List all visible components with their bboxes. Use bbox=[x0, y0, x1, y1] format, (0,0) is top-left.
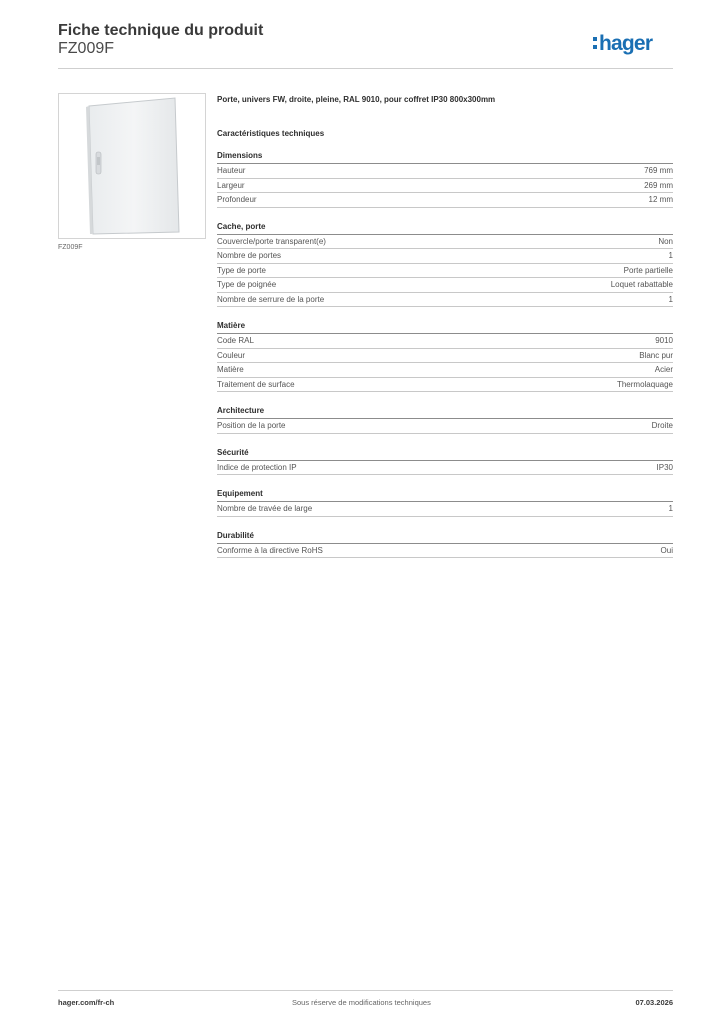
spec-value: IP30 bbox=[656, 462, 673, 472]
spec-row bbox=[217, 544, 673, 559]
spec-value: 269 mm bbox=[644, 180, 673, 190]
spec-value: 1 bbox=[668, 251, 673, 260]
spec-value: Acier bbox=[654, 365, 673, 374]
spec-label: Traitement de surface bbox=[217, 379, 295, 389]
section-title: Cache, porte bbox=[217, 220, 673, 235]
spec-value: Blanc pur bbox=[639, 350, 673, 360]
spec-row bbox=[217, 349, 673, 364]
spec-row bbox=[217, 249, 673, 264]
spec-section bbox=[217, 487, 673, 517]
spec-label: Couleur bbox=[217, 350, 246, 360]
spec-row bbox=[217, 235, 673, 250]
spec-content bbox=[217, 93, 673, 558]
spec-row bbox=[217, 193, 673, 208]
spec-value: 769 mm bbox=[644, 166, 673, 175]
spec-heading: Caractéristiques techniques bbox=[217, 129, 325, 138]
spec-value: 12 mm bbox=[648, 195, 673, 204]
spec-row bbox=[217, 164, 673, 179]
spec-section bbox=[217, 319, 673, 392]
spec-label: Largeur bbox=[217, 180, 245, 190]
spec-label: Position de la porte bbox=[217, 421, 286, 430]
spec-label: Type de poignée bbox=[217, 280, 277, 289]
spec-row bbox=[217, 378, 673, 393]
product-reference: FZ009F bbox=[58, 40, 115, 57]
spec-label: Conforme à la directive RoHS bbox=[217, 545, 323, 555]
section-title: Durabilité bbox=[217, 529, 673, 544]
spec-label: Hauteur bbox=[217, 166, 246, 175]
spec-value: Loquet rabattable bbox=[610, 280, 673, 289]
spec-label: Nombre de serrure de la porte bbox=[217, 294, 325, 304]
spec-label: Code RAL bbox=[217, 336, 254, 345]
spec-row bbox=[217, 419, 673, 434]
product-description: Porte, univers FW, droite, pleine, RAL 9010, pour coffret IP30 800x300mm bbox=[217, 95, 496, 104]
section-title: Matière bbox=[217, 319, 673, 334]
hager-logo bbox=[593, 26, 673, 58]
spec-section bbox=[217, 220, 673, 308]
spec-row bbox=[217, 293, 673, 308]
spec-value: 1 bbox=[668, 504, 673, 513]
spec-value: 1 bbox=[668, 294, 673, 304]
footer-notice: Sous réserve de modifications techniques bbox=[292, 998, 431, 1007]
spec-value: Non bbox=[658, 236, 673, 246]
spec-label: Type de porte bbox=[217, 265, 266, 275]
spec-label: Indice de protection IP bbox=[217, 462, 297, 472]
spec-value: Oui bbox=[660, 545, 673, 555]
header-divider bbox=[58, 68, 673, 69]
section-title: Sécurité bbox=[217, 446, 673, 461]
footer-date: 07.03.2026 bbox=[635, 998, 673, 1007]
spec-label: Matière bbox=[217, 365, 244, 374]
spec-section bbox=[217, 404, 673, 434]
spec-label: Couvercle/porte transparent(e) bbox=[217, 236, 326, 246]
spec-sections bbox=[217, 149, 673, 558]
spec-value: Droite bbox=[651, 421, 673, 430]
svg-text:hager: hager bbox=[599, 32, 653, 55]
spec-row bbox=[217, 461, 673, 476]
spec-section bbox=[217, 446, 673, 476]
spec-section bbox=[217, 149, 673, 208]
door-illustration bbox=[59, 94, 205, 238]
section-title: Architecture bbox=[217, 404, 673, 419]
spec-value: Porte partielle bbox=[623, 265, 673, 275]
spec-value: 9010 bbox=[655, 336, 673, 345]
page-title: Fiche technique du produit bbox=[58, 22, 264, 39]
spec-row bbox=[217, 363, 673, 378]
footer-divider bbox=[58, 990, 673, 991]
spec-row bbox=[217, 278, 673, 293]
spec-value: Thermolaquage bbox=[616, 379, 673, 389]
spec-label: Profondeur bbox=[217, 195, 257, 204]
spec-row bbox=[217, 502, 673, 517]
image-caption: FZ009F bbox=[58, 244, 83, 251]
spec-row bbox=[217, 179, 673, 194]
product-image bbox=[58, 93, 206, 239]
footer-website: hager.com/fr-ch bbox=[58, 998, 115, 1007]
section-title: Equipement bbox=[217, 487, 673, 502]
spec-label: Nombre de travée de large bbox=[217, 504, 313, 513]
spec-row bbox=[217, 264, 673, 279]
section-title: Dimensions bbox=[217, 149, 673, 164]
spec-row bbox=[217, 334, 673, 349]
spec-label: Nombre de portes bbox=[217, 251, 282, 260]
spec-section bbox=[217, 529, 673, 559]
